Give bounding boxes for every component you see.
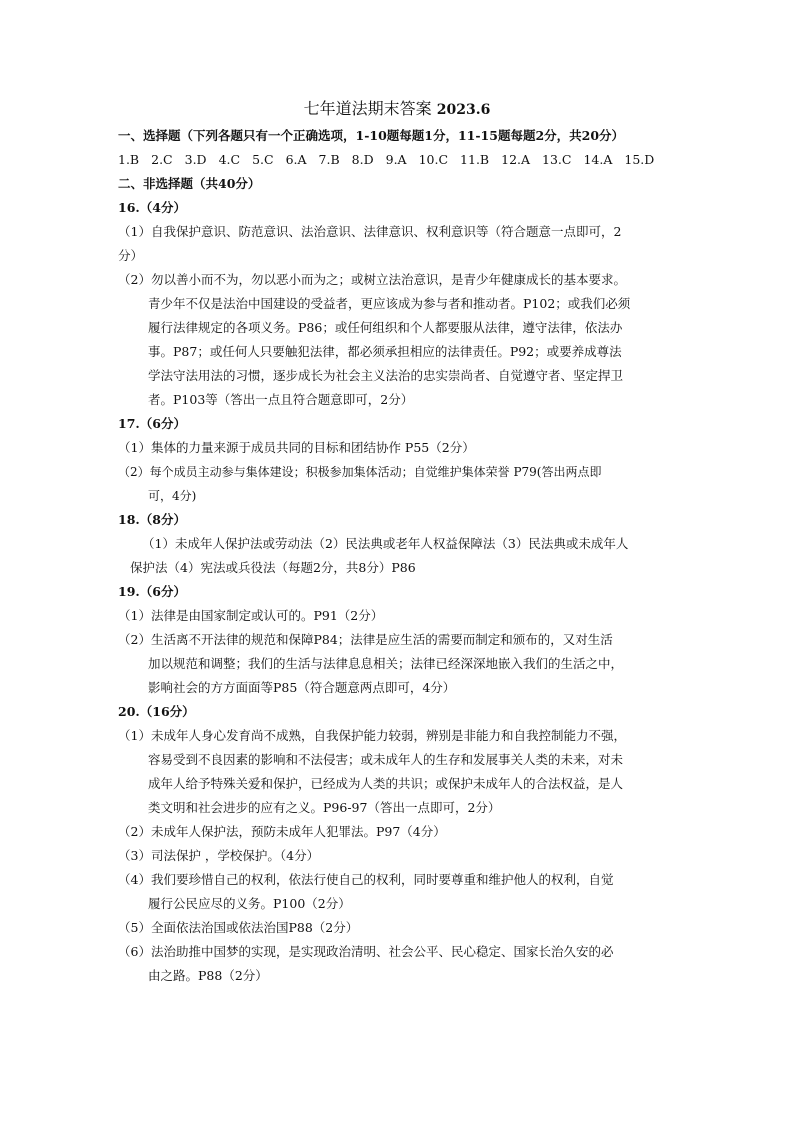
- choice-answer: 3.D: [184, 152, 207, 167]
- q16-p2-line-3: 履行法律规定的各项义务。P86；或任何组织和个人都要服从法律，遵守法律，依法办: [148, 320, 623, 335]
- question-18-label: 18.（8分）: [118, 512, 186, 527]
- q19-p2-line-3: 影响社会的方方面面等P85（符合题意两点即可，4分）: [148, 680, 456, 695]
- question-17-part-2: [118, 460, 692, 508]
- choice-answer: 13.C: [542, 152, 572, 167]
- q19-p2-line-1: （2）生活离不开法律的规范和保障P84；法律是应生活的需要而制定和颁布的，又对生活: [118, 632, 613, 647]
- q20-p1-line-3: 成年人给予特殊关爱和保护，已经成为人类的共识；或保护未成年人的合法权益，是人: [148, 776, 624, 791]
- question-20-part-6: [118, 940, 692, 988]
- section-1-heading: 一、选择题（下列各题只有一个正确选项，1-10题每题1分，11-15题每题2分，共20分）: [118, 128, 625, 143]
- q20-p1-line-4: 类文明和社会进步的应有之义。P96-97（答出一点即可，2分）: [148, 800, 501, 815]
- question-17-part-1: （1）集体的力量来源于成员共同的目标和团结协作 P55（2分）: [118, 440, 475, 455]
- title-text: 七年道法期末答案: [303, 99, 432, 118]
- choice-answer: 9.A: [385, 152, 407, 167]
- question-16-part-2: [118, 268, 692, 412]
- choice-answer: 2.C: [151, 152, 173, 167]
- choice-answer: 5.C: [252, 152, 274, 167]
- choice-answer: 4.C: [218, 152, 241, 167]
- question-16-label: 16.（4分）: [118, 200, 186, 215]
- choice-answer: 14.A: [583, 152, 613, 167]
- choice-answer: 8.D: [351, 152, 374, 167]
- q16-p2-line-4: 事。P87；或任何人只要触犯法律，都必须承担相应的法律责任。P92；或要养成尊法: [148, 344, 622, 359]
- question-18-answer: [118, 532, 692, 580]
- choice-answer: 6.A: [285, 152, 307, 167]
- question-20-part-5: （5）全面依法治国或依法治国P88（2分）: [118, 920, 359, 935]
- q20-p1-line-2: 容易受到不良因素的影响和不法侵害；或未成年人的生存和发展事关人类的未来，对未: [148, 752, 624, 767]
- title-year: 2023.6: [436, 102, 491, 118]
- question-20-part-1: [118, 724, 692, 820]
- question-19-part-1: （1）法律是由国家制定或认可的。P91（2分）: [118, 608, 384, 623]
- question-19-label: 19.（6分）: [118, 584, 186, 599]
- section-2-heading: 二、非选择题（共40分）: [118, 176, 261, 191]
- question-16-part-1: [118, 220, 692, 268]
- q20-p6-line-1: （6）法治助推中国梦的实现，是实现政治清明、社会公平、民心稳定、国家长治久安的必: [118, 944, 614, 959]
- question-20-part-4: [118, 868, 692, 916]
- choice-answer: 15.D: [624, 152, 655, 167]
- page-title: [0, 98, 794, 121]
- question-20-label: 20.（16分）: [118, 704, 195, 719]
- q20-p4-line-2: 履行公民应尽的义务。P100（2分）: [148, 896, 351, 911]
- choice-answer: 12.A: [501, 152, 531, 167]
- q18-line-2: 保护法（4）宪法或兵役法（每题2分，共8分）P86: [130, 560, 416, 575]
- question-20-part-3: （3）司法保护 ，学校保护。（4分）: [118, 848, 320, 863]
- choice-answers: [118, 148, 692, 172]
- q16-p2-line-2: 青少年不仅是法治中国建设的受益者，更应该成为参与者和推动者。P102；或我们必须: [148, 296, 631, 311]
- q16-p1-line-2: 分）: [118, 248, 144, 263]
- q16-p2-line-6: 者。P103等（答出一点且符合题意即可，2分）: [148, 392, 414, 407]
- q18-line-1: （1）未成年人保护法或劳动法（2）民法典或老年人权益保障法（3）民法典或未成年人: [142, 536, 629, 551]
- q19-p2-line-2: 加以规范和调整；我们的生活与法律息息相关；法律已经深深地嵌入我们的生活之中，: [148, 656, 624, 671]
- question-19-part-2: [118, 628, 692, 700]
- choice-answer: 10.C: [418, 152, 449, 167]
- q17-p2-line-2: 可，4分): [148, 489, 197, 503]
- q16-p1-line-1: （1）自我保护意识、防范意识、法治意识、法律意识、权利意识等（符合题意一点即可，2: [118, 224, 622, 239]
- choice-answer: 1.B: [118, 152, 140, 167]
- q20-p6-line-2: 由之路。P88（2分）: [148, 968, 268, 983]
- q20-p1-line-1: （1）未成年人身心发育尚不成熟，自我保护能力较弱，辨别是非能力和自我控制能力不强，: [118, 728, 626, 743]
- q16-p2-line-5: 学法守法用法的习惯，逐步成长为社会主义法治的忠实崇尚者、自觉遵守者、坚定捍卫: [148, 368, 624, 383]
- q16-p2-line-1: （2）勿以善小而不为，勿以恶小而为之；或树立法治意识，是青少年健康成长的基本要求。: [118, 272, 626, 287]
- choice-answer: 7.B: [318, 152, 340, 167]
- q20-p4-line-1: （4）我们要珍惜自己的权利，依法行使自己的权利，同时要尊重和维护他人的权利，自觉: [118, 872, 614, 887]
- question-17-label: 17.（6分）: [118, 416, 186, 431]
- question-20-part-2: （2）未成年人保护法，预防未成年人犯罪法。P97（4分）: [118, 824, 446, 839]
- q17-p2-line-1: （2）每个成员主动参与集体建设；积极参加集体活动；自觉维护集体荣誉 P79(答出两点即: [118, 465, 602, 479]
- answer-content: [118, 124, 692, 988]
- choice-answer: 11.B: [460, 152, 490, 167]
